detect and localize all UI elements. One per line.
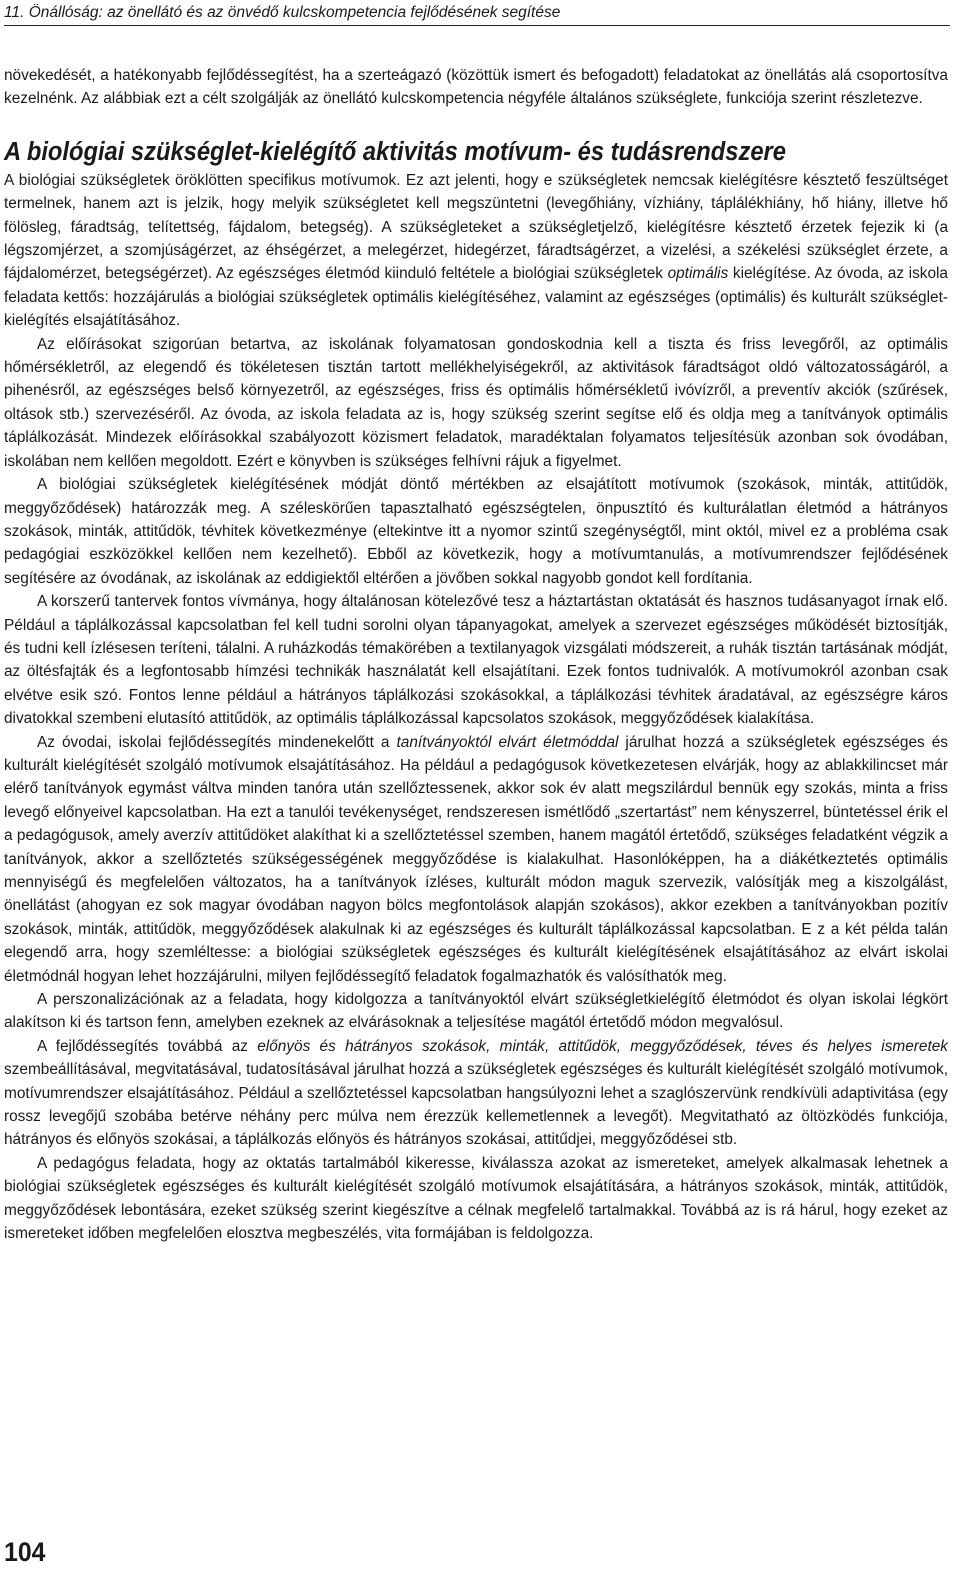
section-title: A biológiai szükséglet-kielégítő aktivitás motívum- és tudásrendszere <box>4 137 786 166</box>
paragraph-6: A perszonalizációnak az a feladata, hogy kidolgozza a tanítványoktól elvárt szükségletkielégítő életmódot és olyan iskolai légkört alakítson ki és tartson fenn, amelyben ezeknek az elvárásoknak a teljesítése magától értetődő módon megvalósul. <box>4 991 948 1032</box>
paragraph-1-text-a: Ez azt jelenti, hogy e szükségletek nemcsak kielégítésre késztető feszültséget termelnek, hanem azt is jelzik, hogy melyik szükségletet kell megszüntetni (levegőhiány, vízhiány, táplálékhiány, hő hiány, illetve hő fölösleg, fáradtság, telítettség, fájdalom, betegség). A szükségleteket a szükségletjelző, kielégítésre késztető érzetek fejezik ki (a légszomjérzet, a szomjúságérzet, az éhségérzet, a melegérzet, hidegérzet, fáradtságérzet, a vizelési, a székelési szükséglet érzete, a fájdalomérzet, betegségérzet). Az egészséges életmód kiinduló feltétele a biológiai szükségletek <box>4 171 948 283</box>
section-subtitle: A biológiai szükségletek öröklötten specifikus motívumok. <box>4 171 401 189</box>
paragraph-3: A biológiai szükségletek kielégítésének módját döntő mértékben az elsajátított motívumok (szokások, minták, attitűdök, meggyőződések) határozzák meg. A széleskörűen tapasztalható egészségtelen, önpusztító és kulturálatlan életmód a hátrányos szokások, minták, attitűdök, tévhitek következménye (eltekintve itt a nyomor szintű szegénységtől, mint októl, mivel ez a probléma csak pedagógiai eszközökkel kellően nem kezelhető). Ebből az következik, hogy a motívumtanulás, a motívumrendszer fejlődésének segítésére az óvodának, az iskolának az eddigiektől eltérően a jövőben sokkal nagyobb gondot kell fordítania. <box>4 476 948 587</box>
paragraph-1 <box>4 169 948 333</box>
paragraph-5 <box>4 731 948 988</box>
paragraph-7-emphasis: előnyös és hátrányos szokások, minták, attitűdök, meggyőződések, téves és helyes ismeretek <box>257 1037 948 1055</box>
paragraph-2: Az előírásokat szigorúan betartva, az iskolának folyamatosan gondoskodnia kell a tiszta és friss levegőről, az optimális hőmérsékletről, az elegendő és tökéletesen tisztán tartott mellékhelyiségekről, az aktivitások fáradtságot oldó változatosságáról, a pihenésről, az egészséges belső környezetről, az egészséges, friss és optimális hőmérsékletű ivóvízről, a preventív akciók (szűrések, oltások stb.) szervezéséről. Az óvoda, az iskola feladata az is, hogy szükség szerint segítse elő és oldja meg a tanítványok optimális táplálkozását. Mindezek előírásokkal szabályozott közismert feladatok, maradéktalan folyamatos teljesítésük azonban sok óvodában, iskolában nem kellően megoldott. Ezért e könyvben is szükséges felhívni rájuk a figyelmet. <box>4 335 948 470</box>
paragraph-1-emphasis: optimális <box>667 265 729 283</box>
running-header: 11. Önállóság: az önellátó és az önvédő kulcskompetencia fejlődésének segítése <box>4 4 950 26</box>
page-body <box>4 64 948 1246</box>
paragraph-7-text-a: A fejlődéssegítés továbbá az <box>37 1037 258 1055</box>
paragraph-5-text-b: járulhat hozzá a szükségletek egészséges és kulturált kielégítését szolgáló motívumok elsajátításához. Ha például a pedagógusok következetesen elvárják, hogy az ablakkilincset már elérő tanítványok egymást váltva minden tanóra után szellőztessenek, akkor sok év alatt megszilárdul bennük egy szokás, minta a friss levegő előnyeivel kapcsolatban. Ha ezt a tanulói tevékenységet, rendszeresen ismétlődő „szertartást” nem kényszerrel, büntetéssel érik el a pedagógusok, amely averzív attitűdöket alakíthat ki a szellőztetéssel szemben, hanem magától értetődő, szükséges feladatként végzik a tanítványok, akkor a szellőztetés szükségességének meggyőződése is kialakulhat. Hasonlóképpen, ha a diákétkeztetés optimális mennyiségű és megfelelően változatos, ha a tanítványok ízléses, kulturált módon maguk szervezik, valósítják meg a kiszolgálást, önellátást (ahogyan ez sok magyar óvodában nagyon bölcs megfontolások alapján szokásos), akkor ezekben a tanítványokban pozitív szokások, minták, attitűdök, meggyőződések alakulnak ki az egészséges és kulturált táplálkozással kapcsolatban. E z a két példa talán elegendő arra, hogy szemléltesse: a biológiai szükségletek egészséges és kulturált kielégítésének elsajátításához az elvárt iskolai életmódnál hogyan lehet hozzájárulni, milyen fejlődéssegítő feladatok fogalmazhatók és valósíthatók meg. <box>4 733 948 985</box>
paragraph-8: A pedagógus feladata, hogy az oktatás tartalmából kikeresse, kiválassza azokat az ismereteket, amelyek alkalmasak lehetnek a biológiai szükségletek egészséges és kulturált kielégítését szolgáló motívumok elsajátítására, a hátrányos szokások, minták, attitűdök, meggyőződések lebontására, ezeket szükség szerint kiegészítve a célnak megfelelő tartalmakkal. Továbbá az is rá hárul, hogy ezeket az ismereteket időben megfelelően elosztva megbeszélés, vita formájában is feldolgozza. <box>4 1154 948 1243</box>
paragraph-5-text-a: Az óvodai, iskolai fejlődéssegítés mindenekelőtt a <box>37 733 397 751</box>
page-number: 104 <box>4 1537 46 1567</box>
intro-paragraph: növekedését, a hatékonyabb fejlődéssegítést, ha a szerteágazó (közöttük ismert és befogadott) feladatokat az önellátás alá csoportosítva kezelnénk. Az alábbiak ezt a célt szolgálják az önellátó kulcskompetencia négyféle általános szükséglete, funkciója szerint részletezve. <box>4 67 948 108</box>
paragraph-7 <box>4 1035 948 1152</box>
paragraph-1-text-b: kielégítése. Az óvoda, az iskola feladata kettős: hozzájárulás a biológiai szükségletek optimális kielégítéséhez, valamint az egészséges (optimális) és kulturált szükséglet-kielégítés elsajátításához. <box>4 265 948 330</box>
paragraph-5-emphasis: tanítványoktól elvárt életmóddal <box>396 733 619 751</box>
paragraph-7-text-b: szembeállításával, megvitatásával, tudatosításával járulhat hozzá a szükségletek egészséges és kulturált kielégítését szolgáló motívumok, motívumrendszer elsajátításához. Például a szellőztetéssel kapcsolatban hangsúlyozni lehet a szaglószervünk rendkívüli adaptivitása (egy rossz levegőjű szobába betérve néhány perc múlva nem érezzük kellemetlennek a levegőt). Megvitatható az öltözködés funkciója, hátrányos és előnyös szokásai, a táplálkozás előnyös és hátrányos szokásai, attitűdjei, meggyőződései stb. <box>4 1061 948 1149</box>
paragraph-4: A korszerű tantervek fontos vívmánya, hogy általánosan kötelezővé tesz a háztartástan oktatását és hasznos tudásanyagot írnak elő. Például a táplálkozással kapcsolatban fel kell tudni sorolni olyan tápanyagokat, amelyek a szervezet egészséges működését biztosítják, és tudni kell ízlésesen teríteni, tálalni. A ruházkodás témakörében a textilanyagok vizsgálati módszereit, a ruhák tisztán tartásának módját, az öltésfajták és a legfontosabb hímzési technikák használatát kell elsajátítani. Ezek fontos tudnivalók. A motívumokról azonban csak elvétve esik szó. Fontos lenne például a hátrányos táplálkozási szokásokkal, a táplálkozási tévhitek áradatával, az egészségre káros divatokkal szembeni elutasító attitűdök, az optimális táplálkozással kapcsolatos szokások, meggyőződések kialakítása. <box>4 593 948 728</box>
